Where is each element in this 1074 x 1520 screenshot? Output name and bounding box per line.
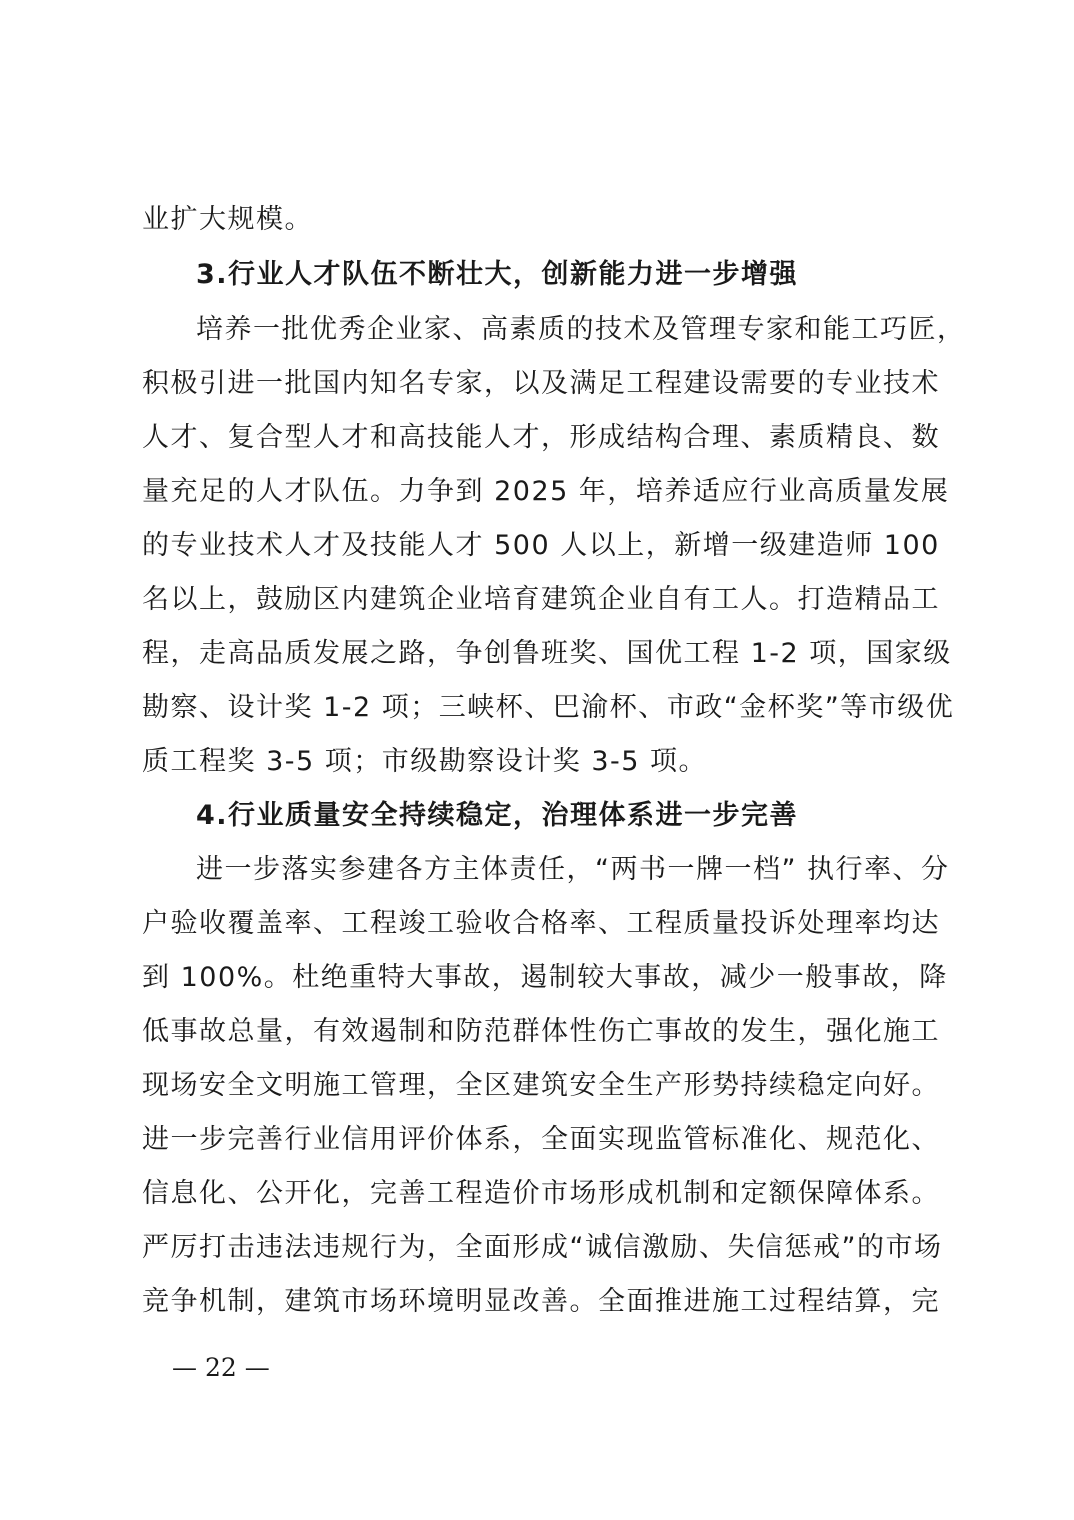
section-4-line: 户验收覆盖率、工程竣工验收合格率、工程质量投诉处理率均达 — [142, 908, 940, 939]
section-3-line: 培养一批优秀企业家、高素质的技术及管理专家和能工巧匠， — [196, 314, 966, 345]
section-3-line: 勘察、设计奖 1-2 项；三峡杯、巴渝杯、市政“金杯奖”等市级优 — [142, 692, 955, 723]
section-3-line: 质工程奖 3-5 项；市级勘察设计奖 3-5 项。 — [142, 746, 708, 777]
section-4-line: 竞争机制，建筑市场环境明显改善。全面推进施工过程结算，完 — [142, 1286, 940, 1317]
section-3-line: 量充足的人才队伍。力争到 2025 年，培养适应行业高质量发展 — [142, 476, 950, 507]
section-4-line: 严厉打击违法违规行为，全面形成“诚信激励、失信惩戒”的市场 — [142, 1232, 943, 1263]
paragraph-continuation: 业扩大规模。 — [142, 204, 313, 235]
section-4-line: 现场安全文明施工管理，全区建筑安全生产形势持续稳定向好。 — [142, 1070, 940, 1101]
section-4-line: 低事故总量，有效遏制和防范群体性伤亡事故的发生，强化施工 — [142, 1016, 940, 1047]
section-3-heading: 3.行业人才队伍不断壮大，创新能力进一步增强 — [196, 259, 799, 290]
section-4-line: 信息化、公开化，完善工程造价市场形成机制和定额保障体系。 — [142, 1178, 940, 1209]
section-3-line: 程，走高品质发展之路，争创鲁班奖、国优工程 1-2 项，国家级 — [142, 638, 952, 669]
section-3-line: 积极引进一批国内知名专家，以及满足工程建设需要的专业技术 — [142, 368, 940, 399]
section-3-line: 的专业技术人才及技能人才 500 人以上，新增一级建造师 100 — [142, 530, 940, 561]
section-3-line: 人才、复合型人才和高技能人才，形成结构合理、素质精良、数 — [142, 422, 940, 453]
section-3-line: 名以上，鼓励区内建筑企业培育建筑企业自有工人。打造精品工 — [142, 584, 940, 615]
page-number: — 22 — — [172, 1353, 270, 1382]
section-4-heading: 4.行业质量安全持续稳定，治理体系进一步完善 — [196, 800, 799, 831]
section-4-line: 进一步完善行业信用评价体系，全面实现监管标准化、规范化、 — [142, 1124, 940, 1155]
section-4-line: 到 100%。杜绝重特大事故，遏制较大事故，减少一般事故，降 — [142, 962, 948, 993]
section-4-line: 进一步落实参建各方主体责任，“两书一牌一档” 执行率、分 — [196, 854, 950, 885]
